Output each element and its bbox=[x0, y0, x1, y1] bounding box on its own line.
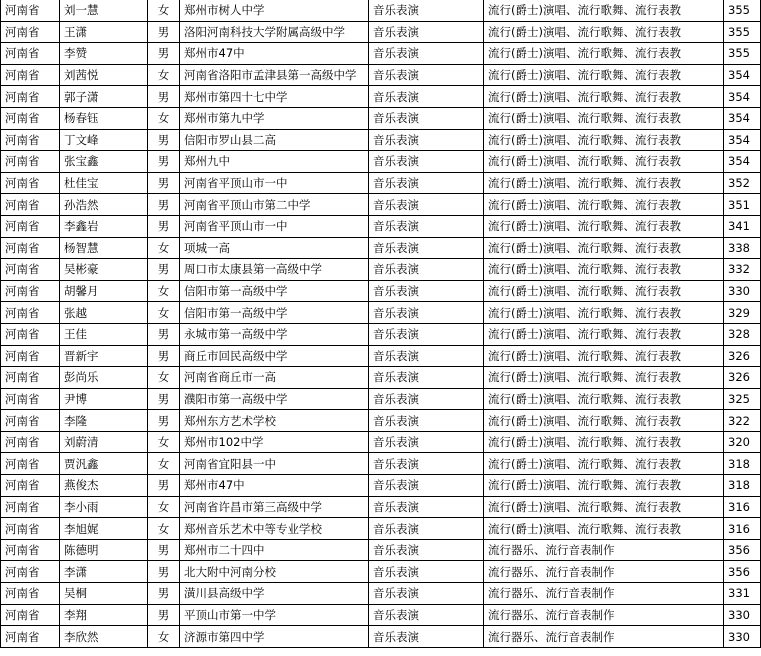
gender-cell: 女 bbox=[148, 237, 180, 259]
table-row bbox=[1, 345, 761, 367]
province-cell: 河南省 bbox=[1, 345, 60, 367]
table-row bbox=[1, 367, 761, 389]
gender-cell: 女 bbox=[148, 0, 180, 21]
school-cell: 河南省许昌市第三高级中学 bbox=[180, 496, 369, 518]
province-cell: 河南省 bbox=[1, 323, 60, 345]
gender-cell: 男 bbox=[148, 194, 180, 216]
name-cell: 李欣然 bbox=[60, 626, 148, 648]
major-cell: 音乐表演 bbox=[369, 302, 484, 324]
table-row bbox=[1, 259, 761, 281]
major-cell: 音乐表演 bbox=[369, 367, 484, 389]
school-cell: 河南省洛阳市孟津县第一高级中学 bbox=[180, 64, 369, 86]
gender-cell: 男 bbox=[148, 539, 180, 561]
direction-cell: 流行(爵士)演唱、流行歌舞、流行表教 bbox=[484, 431, 724, 453]
name-cell: 李隆 bbox=[60, 410, 148, 432]
table-row bbox=[1, 323, 761, 345]
province-cell: 河南省 bbox=[1, 518, 60, 540]
direction-cell: 流行(爵士)演唱、流行歌舞、流行表教 bbox=[484, 215, 724, 237]
gender-cell: 男 bbox=[148, 475, 180, 497]
score-cell: 356 bbox=[724, 561, 761, 583]
direction-cell: 流行(爵士)演唱、流行歌舞、流行表教 bbox=[484, 280, 724, 302]
table-row bbox=[1, 280, 761, 302]
direction-cell: 流行(爵士)演唱、流行歌舞、流行表教 bbox=[484, 0, 724, 21]
name-cell: 吴彬豪 bbox=[60, 259, 148, 281]
school-cell: 洛阳河南科技大学附属高级中学 bbox=[180, 21, 369, 43]
province-cell: 河南省 bbox=[1, 496, 60, 518]
table-row bbox=[1, 215, 761, 237]
name-cell: 杨春钰 bbox=[60, 107, 148, 129]
province-cell: 河南省 bbox=[1, 431, 60, 453]
name-cell: 李赞 bbox=[60, 43, 148, 65]
major-cell: 音乐表演 bbox=[369, 129, 484, 151]
score-cell: 330 bbox=[724, 626, 761, 648]
province-cell: 河南省 bbox=[1, 86, 60, 108]
school-cell: 郑州市第九中学 bbox=[180, 107, 369, 129]
direction-cell: 流行(爵士)演唱、流行歌舞、流行表教 bbox=[484, 323, 724, 345]
table-row bbox=[1, 410, 761, 432]
province-cell: 河南省 bbox=[1, 172, 60, 194]
gender-cell: 男 bbox=[148, 151, 180, 173]
major-cell: 音乐表演 bbox=[369, 561, 484, 583]
direction-cell: 流行(爵士)演唱、流行歌舞、流行表教 bbox=[484, 345, 724, 367]
score-cell: 354 bbox=[724, 64, 761, 86]
province-cell: 河南省 bbox=[1, 388, 60, 410]
direction-cell: 流行(爵士)演唱、流行歌舞、流行表教 bbox=[484, 475, 724, 497]
major-cell: 音乐表演 bbox=[369, 496, 484, 518]
direction-cell: 流行(爵士)演唱、流行歌舞、流行表教 bbox=[484, 21, 724, 43]
major-cell: 音乐表演 bbox=[369, 410, 484, 432]
direction-cell: 流行器乐、流行音表制作 bbox=[484, 604, 724, 626]
direction-cell: 流行(爵士)演唱、流行歌舞、流行表教 bbox=[484, 107, 724, 129]
gender-cell: 男 bbox=[148, 345, 180, 367]
table-row bbox=[1, 151, 761, 173]
gender-cell: 男 bbox=[148, 43, 180, 65]
direction-cell: 流行(爵士)演唱、流行歌舞、流行表教 bbox=[484, 151, 724, 173]
direction-cell: 流行(爵士)演唱、流行歌舞、流行表教 bbox=[484, 43, 724, 65]
gender-cell: 男 bbox=[148, 410, 180, 432]
name-cell: 李旭娓 bbox=[60, 518, 148, 540]
major-cell: 音乐表演 bbox=[369, 64, 484, 86]
score-cell: 330 bbox=[724, 280, 761, 302]
gender-cell: 男 bbox=[148, 388, 180, 410]
score-cell: 355 bbox=[724, 43, 761, 65]
major-cell: 音乐表演 bbox=[369, 626, 484, 648]
direction-cell: 流行(爵士)演唱、流行歌舞、流行表教 bbox=[484, 237, 724, 259]
name-cell: 李潇 bbox=[60, 561, 148, 583]
name-cell: 张宝鑫 bbox=[60, 151, 148, 173]
school-cell: 郑州市第四十七中学 bbox=[180, 86, 369, 108]
province-cell: 河南省 bbox=[1, 539, 60, 561]
major-cell: 音乐表演 bbox=[369, 0, 484, 21]
school-cell: 济源市第四中学 bbox=[180, 626, 369, 648]
gender-cell: 女 bbox=[148, 431, 180, 453]
school-cell: 郑州东方艺术学校 bbox=[180, 410, 369, 432]
province-cell: 河南省 bbox=[1, 583, 60, 605]
major-cell: 音乐表演 bbox=[369, 194, 484, 216]
major-cell: 音乐表演 bbox=[369, 237, 484, 259]
table-row bbox=[1, 21, 761, 43]
school-cell: 河南省平顶山市一中 bbox=[180, 215, 369, 237]
name-cell: 刘茜悦 bbox=[60, 64, 148, 86]
province-cell: 河南省 bbox=[1, 475, 60, 497]
table-row bbox=[1, 496, 761, 518]
table-row bbox=[1, 237, 761, 259]
major-cell: 音乐表演 bbox=[369, 431, 484, 453]
score-cell: 356 bbox=[724, 539, 761, 561]
province-cell: 河南省 bbox=[1, 604, 60, 626]
direction-cell: 流行(爵士)演唱、流行歌舞、流行表教 bbox=[484, 172, 724, 194]
school-cell: 永城市第一高级中学 bbox=[180, 323, 369, 345]
direction-cell: 流行器乐、流行音表制作 bbox=[484, 626, 724, 648]
province-cell: 河南省 bbox=[1, 21, 60, 43]
school-cell: 周口市太康县第一高级中学 bbox=[180, 259, 369, 281]
direction-cell: 流行(爵士)演唱、流行歌舞、流行表教 bbox=[484, 64, 724, 86]
table-row bbox=[1, 302, 761, 324]
gender-cell: 男 bbox=[148, 323, 180, 345]
table-row bbox=[1, 0, 761, 21]
name-cell: 王潇 bbox=[60, 21, 148, 43]
direction-cell: 流行(爵士)演唱、流行歌舞、流行表教 bbox=[484, 129, 724, 151]
gender-cell: 女 bbox=[148, 453, 180, 475]
province-cell: 河南省 bbox=[1, 280, 60, 302]
table-row bbox=[1, 129, 761, 151]
name-cell: 杜佳宝 bbox=[60, 172, 148, 194]
score-cell: 332 bbox=[724, 259, 761, 281]
direction-cell: 流行(爵士)演唱、流行歌舞、流行表教 bbox=[484, 453, 724, 475]
province-cell: 河南省 bbox=[1, 43, 60, 65]
score-cell: 322 bbox=[724, 410, 761, 432]
score-cell: 354 bbox=[724, 129, 761, 151]
province-cell: 河南省 bbox=[1, 410, 60, 432]
score-cell: 351 bbox=[724, 194, 761, 216]
name-cell: 尹博 bbox=[60, 388, 148, 410]
gender-cell: 男 bbox=[148, 172, 180, 194]
score-cell: 320 bbox=[724, 431, 761, 453]
school-cell: 北大附中河南分校 bbox=[180, 561, 369, 583]
score-cell: 329 bbox=[724, 302, 761, 324]
score-cell: 330 bbox=[724, 604, 761, 626]
name-cell: 郭子潇 bbox=[60, 86, 148, 108]
table-row bbox=[1, 431, 761, 453]
score-cell: 354 bbox=[724, 86, 761, 108]
score-cell: 341 bbox=[724, 215, 761, 237]
name-cell: 贾汎鑫 bbox=[60, 453, 148, 475]
table-row bbox=[1, 43, 761, 65]
table-row bbox=[1, 583, 761, 605]
score-cell: 355 bbox=[724, 21, 761, 43]
name-cell: 孙浩然 bbox=[60, 194, 148, 216]
direction-cell: 流行器乐、流行音表制作 bbox=[484, 583, 724, 605]
name-cell: 张越 bbox=[60, 302, 148, 324]
gender-cell: 女 bbox=[148, 496, 180, 518]
score-cell: 354 bbox=[724, 151, 761, 173]
school-cell: 信阳市第一高级中学 bbox=[180, 280, 369, 302]
table-row bbox=[1, 539, 761, 561]
province-cell: 河南省 bbox=[1, 259, 60, 281]
table-row bbox=[1, 518, 761, 540]
major-cell: 音乐表演 bbox=[369, 583, 484, 605]
province-cell: 河南省 bbox=[1, 0, 60, 21]
name-cell: 刘蔚清 bbox=[60, 431, 148, 453]
school-cell: 郑州市树人中学 bbox=[180, 0, 369, 21]
province-cell: 河南省 bbox=[1, 151, 60, 173]
gender-cell: 男 bbox=[148, 604, 180, 626]
province-cell: 河南省 bbox=[1, 107, 60, 129]
score-cell: 355 bbox=[724, 0, 761, 21]
name-cell: 彭尚乐 bbox=[60, 367, 148, 389]
score-cell: 326 bbox=[724, 345, 761, 367]
direction-cell: 流行器乐、流行音表制作 bbox=[484, 539, 724, 561]
direction-cell: 流行(爵士)演唱、流行歌舞、流行表教 bbox=[484, 302, 724, 324]
school-cell: 郑州市47中 bbox=[180, 475, 369, 497]
name-cell: 李鑫岩 bbox=[60, 215, 148, 237]
major-cell: 音乐表演 bbox=[369, 215, 484, 237]
major-cell: 音乐表演 bbox=[369, 280, 484, 302]
gender-cell: 女 bbox=[148, 107, 180, 129]
table-row bbox=[1, 194, 761, 216]
name-cell: 丁文峰 bbox=[60, 129, 148, 151]
direction-cell: 流行(爵士)演唱、流行歌舞、流行表教 bbox=[484, 410, 724, 432]
school-cell: 商丘市回民高级中学 bbox=[180, 345, 369, 367]
province-cell: 河南省 bbox=[1, 64, 60, 86]
major-cell: 音乐表演 bbox=[369, 539, 484, 561]
table-row bbox=[1, 107, 761, 129]
school-cell: 项城一高 bbox=[180, 237, 369, 259]
score-cell: 316 bbox=[724, 518, 761, 540]
major-cell: 音乐表演 bbox=[369, 86, 484, 108]
score-cell: 318 bbox=[724, 453, 761, 475]
direction-cell: 流行(爵士)演唱、流行歌舞、流行表教 bbox=[484, 86, 724, 108]
province-cell: 河南省 bbox=[1, 367, 60, 389]
school-cell: 郑州市二十四中 bbox=[180, 539, 369, 561]
school-cell: 河南省商丘市一高 bbox=[180, 367, 369, 389]
school-cell: 河南省平顶山市第二中学 bbox=[180, 194, 369, 216]
name-cell: 李翔 bbox=[60, 604, 148, 626]
gender-cell: 男 bbox=[148, 129, 180, 151]
gender-cell: 男 bbox=[148, 561, 180, 583]
table-row bbox=[1, 604, 761, 626]
province-cell: 河南省 bbox=[1, 626, 60, 648]
major-cell: 音乐表演 bbox=[369, 475, 484, 497]
score-cell: 352 bbox=[724, 172, 761, 194]
major-cell: 音乐表演 bbox=[369, 323, 484, 345]
province-cell: 河南省 bbox=[1, 561, 60, 583]
score-cell: 328 bbox=[724, 323, 761, 345]
table-body bbox=[1, 0, 761, 647]
gender-cell: 女 bbox=[148, 518, 180, 540]
gender-cell: 女 bbox=[148, 626, 180, 648]
name-cell: 王佳 bbox=[60, 323, 148, 345]
name-cell: 陈德明 bbox=[60, 539, 148, 561]
school-cell: 平顶山市第一中学 bbox=[180, 604, 369, 626]
table-row bbox=[1, 388, 761, 410]
direction-cell: 流行器乐、流行音表制作 bbox=[484, 561, 724, 583]
gender-cell: 男 bbox=[148, 21, 180, 43]
school-cell: 郑州九中 bbox=[180, 151, 369, 173]
direction-cell: 流行(爵士)演唱、流行歌舞、流行表教 bbox=[484, 388, 724, 410]
direction-cell: 流行(爵士)演唱、流行歌舞、流行表教 bbox=[484, 518, 724, 540]
gender-cell: 女 bbox=[148, 280, 180, 302]
table-row bbox=[1, 561, 761, 583]
major-cell: 音乐表演 bbox=[369, 604, 484, 626]
name-cell: 杨智慧 bbox=[60, 237, 148, 259]
gender-cell: 女 bbox=[148, 302, 180, 324]
name-cell: 刘一慧 bbox=[60, 0, 148, 21]
school-cell: 郑州音乐艺术中等专业学校 bbox=[180, 518, 369, 540]
province-cell: 河南省 bbox=[1, 194, 60, 216]
score-cell: 318 bbox=[724, 475, 761, 497]
table-row bbox=[1, 475, 761, 497]
major-cell: 音乐表演 bbox=[369, 453, 484, 475]
province-cell: 河南省 bbox=[1, 302, 60, 324]
gender-cell: 男 bbox=[148, 215, 180, 237]
major-cell: 音乐表演 bbox=[369, 388, 484, 410]
school-cell: 濮阳市第一高级中学 bbox=[180, 388, 369, 410]
school-cell: 潢川县高级中学 bbox=[180, 583, 369, 605]
score-cell: 354 bbox=[724, 107, 761, 129]
major-cell: 音乐表演 bbox=[369, 21, 484, 43]
direction-cell: 流行(爵士)演唱、流行歌舞、流行表教 bbox=[484, 194, 724, 216]
name-cell: 吴桐 bbox=[60, 583, 148, 605]
school-cell: 河南省平顶山市一中 bbox=[180, 172, 369, 194]
school-cell: 信阳市第一高级中学 bbox=[180, 302, 369, 324]
province-cell: 河南省 bbox=[1, 215, 60, 237]
major-cell: 音乐表演 bbox=[369, 259, 484, 281]
major-cell: 音乐表演 bbox=[369, 172, 484, 194]
gender-cell: 男 bbox=[148, 259, 180, 281]
name-cell: 李小雨 bbox=[60, 496, 148, 518]
name-cell: 晋新宇 bbox=[60, 345, 148, 367]
school-cell: 郑州市102中学 bbox=[180, 431, 369, 453]
province-cell: 河南省 bbox=[1, 237, 60, 259]
direction-cell: 流行(爵士)演唱、流行歌舞、流行表教 bbox=[484, 259, 724, 281]
table-row bbox=[1, 64, 761, 86]
score-cell: 338 bbox=[724, 237, 761, 259]
gender-cell: 男 bbox=[148, 86, 180, 108]
gender-cell: 女 bbox=[148, 64, 180, 86]
score-cell: 326 bbox=[724, 367, 761, 389]
name-cell: 胡馨月 bbox=[60, 280, 148, 302]
score-cell: 331 bbox=[724, 583, 761, 605]
major-cell: 音乐表演 bbox=[369, 43, 484, 65]
score-cell: 316 bbox=[724, 496, 761, 518]
school-cell: 河南省宜阳县一中 bbox=[180, 453, 369, 475]
name-cell: 燕俊杰 bbox=[60, 475, 148, 497]
direction-cell: 流行(爵士)演唱、流行歌舞、流行表教 bbox=[484, 496, 724, 518]
table-row bbox=[1, 626, 761, 648]
major-cell: 音乐表演 bbox=[369, 151, 484, 173]
school-cell: 郑州市47中 bbox=[180, 43, 369, 65]
score-cell: 325 bbox=[724, 388, 761, 410]
province-cell: 河南省 bbox=[1, 453, 60, 475]
table-row bbox=[1, 86, 761, 108]
gender-cell: 女 bbox=[148, 367, 180, 389]
major-cell: 音乐表演 bbox=[369, 107, 484, 129]
table-row bbox=[1, 453, 761, 475]
province-cell: 河南省 bbox=[1, 129, 60, 151]
major-cell: 音乐表演 bbox=[369, 518, 484, 540]
gender-cell: 男 bbox=[148, 583, 180, 605]
direction-cell: 流行(爵士)演唱、流行歌舞、流行表教 bbox=[484, 367, 724, 389]
table-row bbox=[1, 172, 761, 194]
school-cell: 信阳市罗山县二高 bbox=[180, 129, 369, 151]
major-cell: 音乐表演 bbox=[369, 345, 484, 367]
